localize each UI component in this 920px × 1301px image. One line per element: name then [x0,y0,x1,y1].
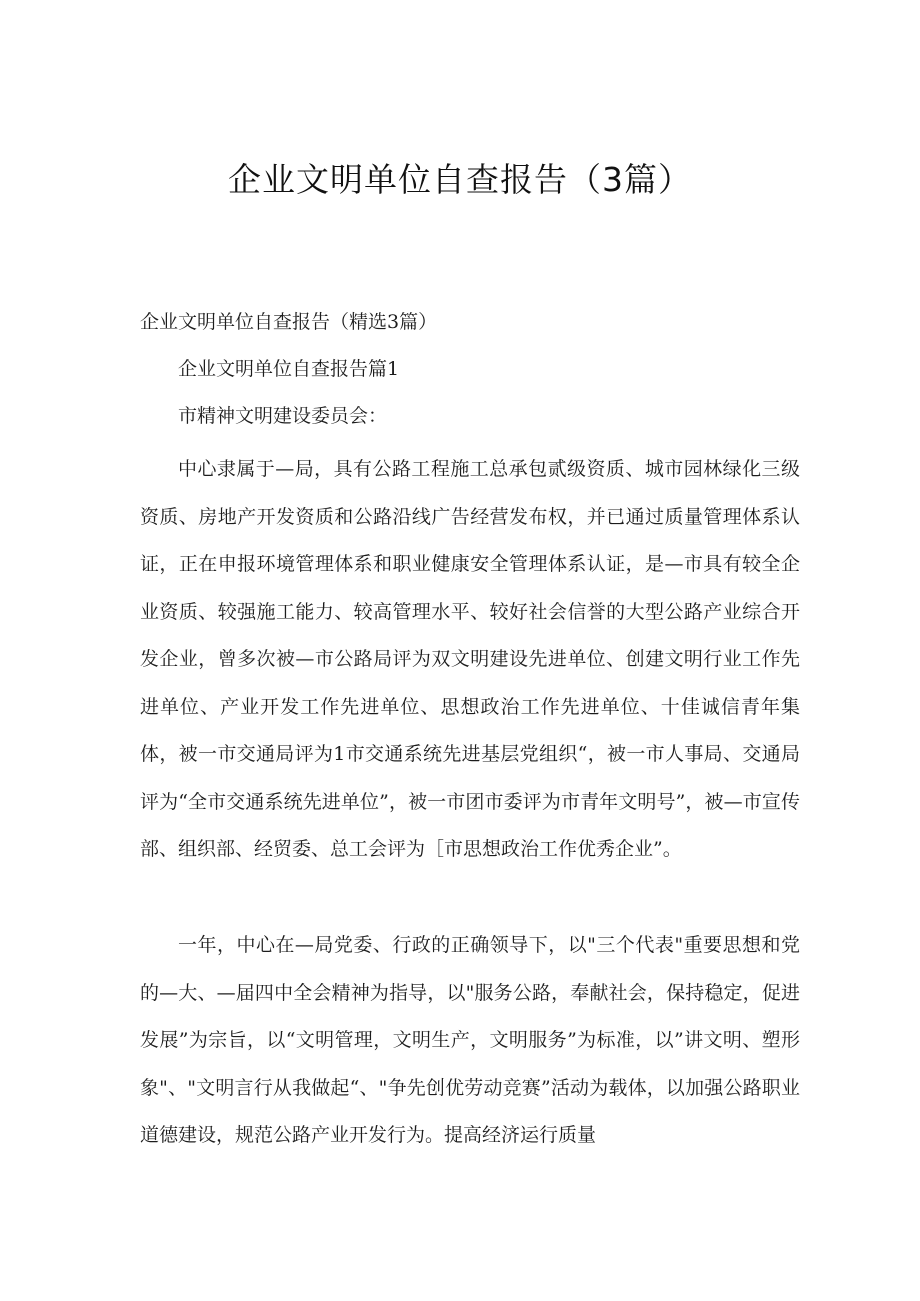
body-paragraph: 中心隶属于—局，具有公路工程施工总承包贰级资质、城市园林绿化三级资质、房地产开发资质和公路沿线广告经营发布权，并已通过质量管理体系认证，正在申报环境管理体系和职业健康安全管理体系认证，是—市具有较全企业资质、较强施工能力、较高管理水平、较好社会信誉的大型公路产业综合开发企业，曾多次被—市公路局评为双文明建设先进单位、创建文明行业工作先进单位、产业开发工作先进单位、思想政治工作先进单位、十佳诚信青年集体，被一市交通局评为1市交通系统先进基层党组织“，被一市人事局、交通局评为“全市交通系统先进单位”，被一市团市委评为市青年文明号”，被—市宣传部、组织部、经贸委、总工会评为［市思想政治工作优秀企业”。 [140,458,800,860]
body-paragraph: 一年，中心在—局党委、行政的正确领导下，以"三个代表"重要思想和党的—大、—届四中全会精神为指导，以"服务公路，奉献社会，保持稳定，促进发展”为宗旨，以“文明管理，文明生产，文明服务”为标准，以”讲文明、塑形象"、"文明言行从我做起“、"争先创优劳动竞赛”活动为载体，以加强公路职业道德建设，规范公路产业开发行为。提高经济运行质量 [140,934,800,1146]
document-title: 企业文明单位自查报告（3篇） [228,160,692,199]
document-subtitle: 企业文明单位自查报告（精选3篇） [140,311,438,333]
section-heading: 企业文明单位自查报告篇1 [178,358,400,380]
salutation: 市精神文明建设委员会： [178,405,388,427]
